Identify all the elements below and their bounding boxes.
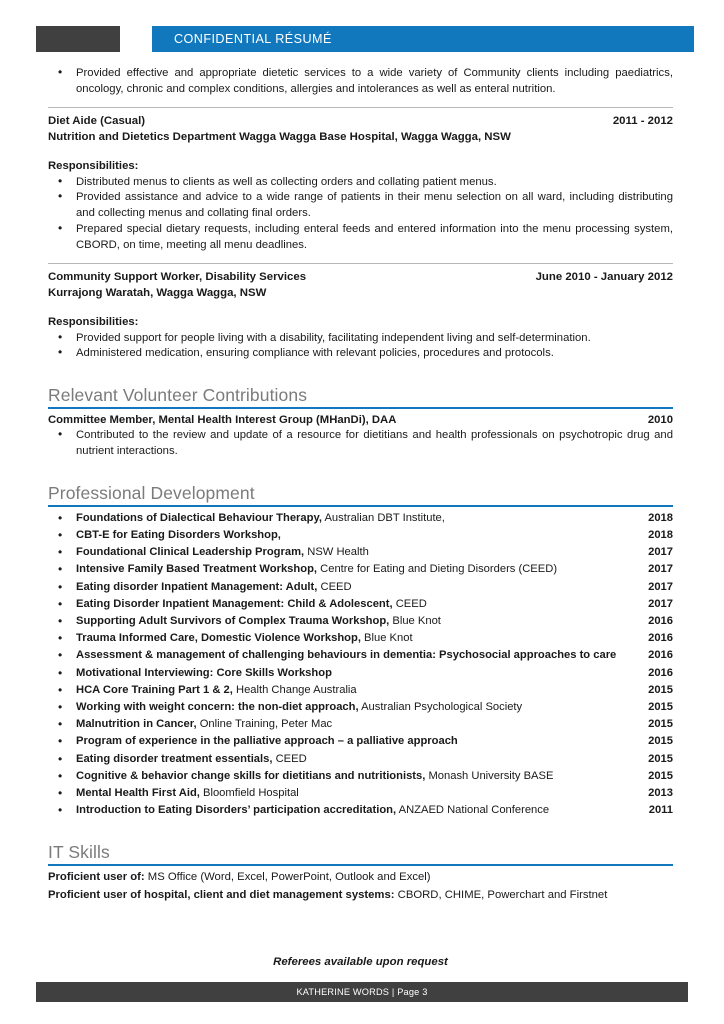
page-footer: KATHERINE WORDS | Page 3 <box>36 982 688 1002</box>
pd-course-name <box>76 665 342 682</box>
pd-course-name <box>76 751 317 768</box>
it-skill-line <box>48 887 673 905</box>
pd-course-name <box>76 561 567 578</box>
list-item: • Provided effective and appropriate dietetic services to a wide variety of Community clients including paediatrics, oncology, chronic and complex conditions, allergies and intolerances as well as enteral nutrition. <box>48 66 673 98</box>
header-blue-banner <box>152 26 694 52</box>
pd-course-provider: Online Training, Peter Mac <box>196 718 333 731</box>
pd-course-year: 2013 <box>648 787 673 800</box>
pd-course-provider: CEED <box>317 580 352 593</box>
pd-course-provider: CEED <box>392 597 427 610</box>
pd-course-year: 2015 <box>648 718 673 731</box>
pd-course-name <box>76 613 451 630</box>
pd-course-name <box>76 716 342 733</box>
list-item <box>48 544 673 561</box>
pd-course-provider: Monash University BASE <box>425 769 554 782</box>
list-item <box>48 613 673 630</box>
pd-course-year: 2017 <box>648 597 673 610</box>
it-skill-label: Proficient user of: <box>48 871 145 884</box>
job-organisation: Kurrajong Waratah, Wagga Wagga, NSW <box>48 286 267 299</box>
pd-course-name <box>76 733 468 750</box>
pd-course-title: Malnutrition in Cancer, <box>76 718 197 731</box>
job-entry <box>48 269 673 363</box>
list-item <box>48 527 673 544</box>
responsibilities-list <box>48 331 673 363</box>
pd-course-name <box>76 579 362 596</box>
document-body <box>48 66 673 968</box>
volunteer-entry-header <box>48 412 673 428</box>
pd-course-name <box>76 630 423 647</box>
job-dates: June 2010 - January 2012 <box>535 270 673 283</box>
list-item: • Distributed menus to clients as well as collecting orders and collating patient menus. <box>48 175 673 191</box>
section-it-skills <box>48 841 673 904</box>
volunteer-bullet-list <box>48 428 673 460</box>
it-skill-label: Proficient user of hospital, client and diet management systems: <box>48 888 395 901</box>
pd-course-title: HCA Core Training Part 1 & 2, <box>76 683 233 696</box>
section-heading: IT Skills <box>48 842 110 863</box>
pd-course-title: Program of experience in the palliative approach – a palliative approach <box>76 735 458 748</box>
pd-course-title: Introduction to Eating Disorders’ participation accreditation, <box>76 804 397 817</box>
pd-course-name <box>76 699 532 716</box>
pd-course-title: Motivational Interviewing: Core Skills Workshop <box>76 666 332 679</box>
pd-course-provider: CEED <box>272 752 307 765</box>
job-organisation: Nutrition and Dietetics Department Wagga Wagga Base Hospital, Wagga Wagga, NSW <box>48 130 511 143</box>
pd-course-provider: Blue Knot <box>389 614 441 627</box>
list-item: • Contributed to the review and update of a resource for dietitians and health professionals on psychotropic drug and nutrient interactions. <box>48 428 673 460</box>
it-skill-value: CBORD, CHIME, Powerchart and Firstnet <box>394 888 608 901</box>
pd-course-title: Eating disorder Inpatient Management: Adult, <box>76 580 318 593</box>
pd-course-year: 2011 <box>648 804 673 817</box>
list-item <box>48 561 673 578</box>
pd-course-provider: ANZAED National Conference <box>396 804 550 817</box>
pd-course-name <box>76 647 626 664</box>
pd-course-year: 2016 <box>648 649 673 662</box>
divider <box>48 107 673 108</box>
pd-course-year: 2015 <box>648 735 673 748</box>
divider <box>48 263 673 264</box>
pd-course-provider: Australian Psychological Society <box>358 701 523 713</box>
pd-course-title: Mental Health First Aid, <box>76 787 200 800</box>
section-heading: Professional Development <box>48 482 255 503</box>
pd-course-title: Trauma Informed Care, Domestic Violence Workshop, <box>76 632 361 645</box>
job-title: Diet Aide (Casual) <box>48 114 146 127</box>
list-item <box>48 647 673 664</box>
it-skill-value: MS Office (Word, Excel, PowerPoint, Outlook and Excel) <box>144 871 431 884</box>
job-dates: 2011 - 2012 <box>612 114 673 127</box>
responsibilities-label: Responsibilities: <box>48 315 139 328</box>
list-item <box>48 768 673 785</box>
section-professional-development <box>48 482 673 820</box>
pd-course-title: Supporting Adult Survivors of Complex Trauma Workshop, <box>76 614 390 627</box>
page-header <box>0 26 724 52</box>
volunteer-entry-title: Committee Member, Mental Health Interest Group (MHanDi), DAA <box>48 414 397 427</box>
section-underline <box>48 864 673 866</box>
pd-course-year: 2015 <box>648 701 673 713</box>
professional-development-list <box>48 510 673 820</box>
pd-course-year: 2018 <box>648 528 673 541</box>
pd-course-year: 2015 <box>648 769 673 782</box>
volunteer-entry-year: 2010 <box>647 414 673 427</box>
list-item <box>48 751 673 768</box>
section-volunteer <box>48 384 673 460</box>
pd-course-year: 2017 <box>648 563 673 576</box>
pd-course-name <box>76 510 455 527</box>
list-item <box>48 579 673 596</box>
pd-course-title: Cognitive & behavior change skills for dietitians and nutritionists, <box>76 769 426 782</box>
pd-course-provider: Health Change Australia <box>232 683 357 696</box>
pd-course-provider: Australian DBT Institute, <box>321 511 445 524</box>
list-item <box>48 510 673 527</box>
pd-course-year: 2018 <box>648 511 673 524</box>
list-item <box>48 630 673 647</box>
pd-course-title: Eating Disorder Inpatient Management: Child & Adolescent, <box>76 597 393 610</box>
pd-course-title: Foundations of Dialectical Behaviour Therapy, <box>76 511 322 524</box>
list-item <box>48 596 673 613</box>
list-item: • Provided assistance and advice to a wide range of patients in their menu selection on all ward, including distributing and collecting menus and collating final orders. <box>48 190 673 222</box>
list-item <box>48 733 673 750</box>
list-item <box>48 802 673 819</box>
carryover-bullet-list <box>48 66 673 98</box>
pd-course-name <box>76 596 437 613</box>
pd-course-title: CBT-E for Eating Disorders Workshop, <box>76 528 281 541</box>
pd-course-provider: Centre for Eating and Dieting Disorders (CEED) <box>317 563 558 576</box>
pd-course-name <box>76 768 563 785</box>
pd-course-title: Working with weight concern: the non-diet approach, <box>76 701 359 713</box>
list-item <box>48 699 673 716</box>
job-entry <box>48 113 673 254</box>
list-item <box>48 665 673 682</box>
list-item: • Prepared special dietary requests, including enteral feeds and entered information into the menu processing system, CBORD, on time, meeting all menu deadlines. <box>48 222 673 254</box>
pd-course-year: 2016 <box>648 632 673 645</box>
pd-course-provider: Blue Knot <box>360 632 413 645</box>
list-item <box>48 682 673 699</box>
pd-course-title: Foundational Clinical Leadership Program, <box>76 546 305 559</box>
job-header <box>48 269 673 285</box>
pd-course-name <box>76 785 309 802</box>
pd-course-title: Assessment & management of challenging behaviours in dementia: Psychosocial approaches to care <box>76 649 617 662</box>
header-dark-block <box>36 26 120 52</box>
responsibilities-label: Responsibilities: <box>48 159 139 172</box>
job-header <box>48 113 673 129</box>
referees-note: Referees available upon request <box>273 956 448 969</box>
job-title: Community Support Worker, Disability Services <box>48 270 307 283</box>
pd-course-provider: NSW Health <box>304 546 369 559</box>
list-item <box>48 716 673 733</box>
responsibilities-list <box>48 175 673 254</box>
section-heading: Relevant Volunteer Contributions <box>48 385 308 406</box>
pd-course-name <box>76 802 559 819</box>
pd-course-name <box>76 527 291 544</box>
pd-course-name <box>76 682 367 699</box>
pd-course-title: Intensive Family Based Treatment Workshop, <box>76 563 318 576</box>
list-item <box>48 785 673 802</box>
pd-course-year: 2017 <box>648 580 673 593</box>
pd-course-year: 2017 <box>648 546 673 559</box>
pd-course-name <box>76 544 379 561</box>
section-underline <box>48 505 673 507</box>
pd-course-year: 2016 <box>648 614 673 627</box>
pd-course-year: 2016 <box>648 666 673 679</box>
it-skill-line <box>48 869 673 887</box>
section-underline <box>48 407 673 409</box>
pd-course-year: 2015 <box>648 752 673 765</box>
list-item: • Administered medication, ensuring compliance with relevant policies, procedures and protocols. <box>48 346 673 362</box>
list-item: • Provided support for people living with a disability, facilitating independent living and self-determination. <box>48 331 673 347</box>
header-title: CONFIDENTIAL RÉSUMÉ <box>174 32 332 46</box>
pd-course-provider: Bloomfield Hospital <box>199 787 299 800</box>
pd-course-year: 2015 <box>648 683 673 696</box>
pd-course-title: Eating disorder treatment essentials, <box>76 752 273 765</box>
